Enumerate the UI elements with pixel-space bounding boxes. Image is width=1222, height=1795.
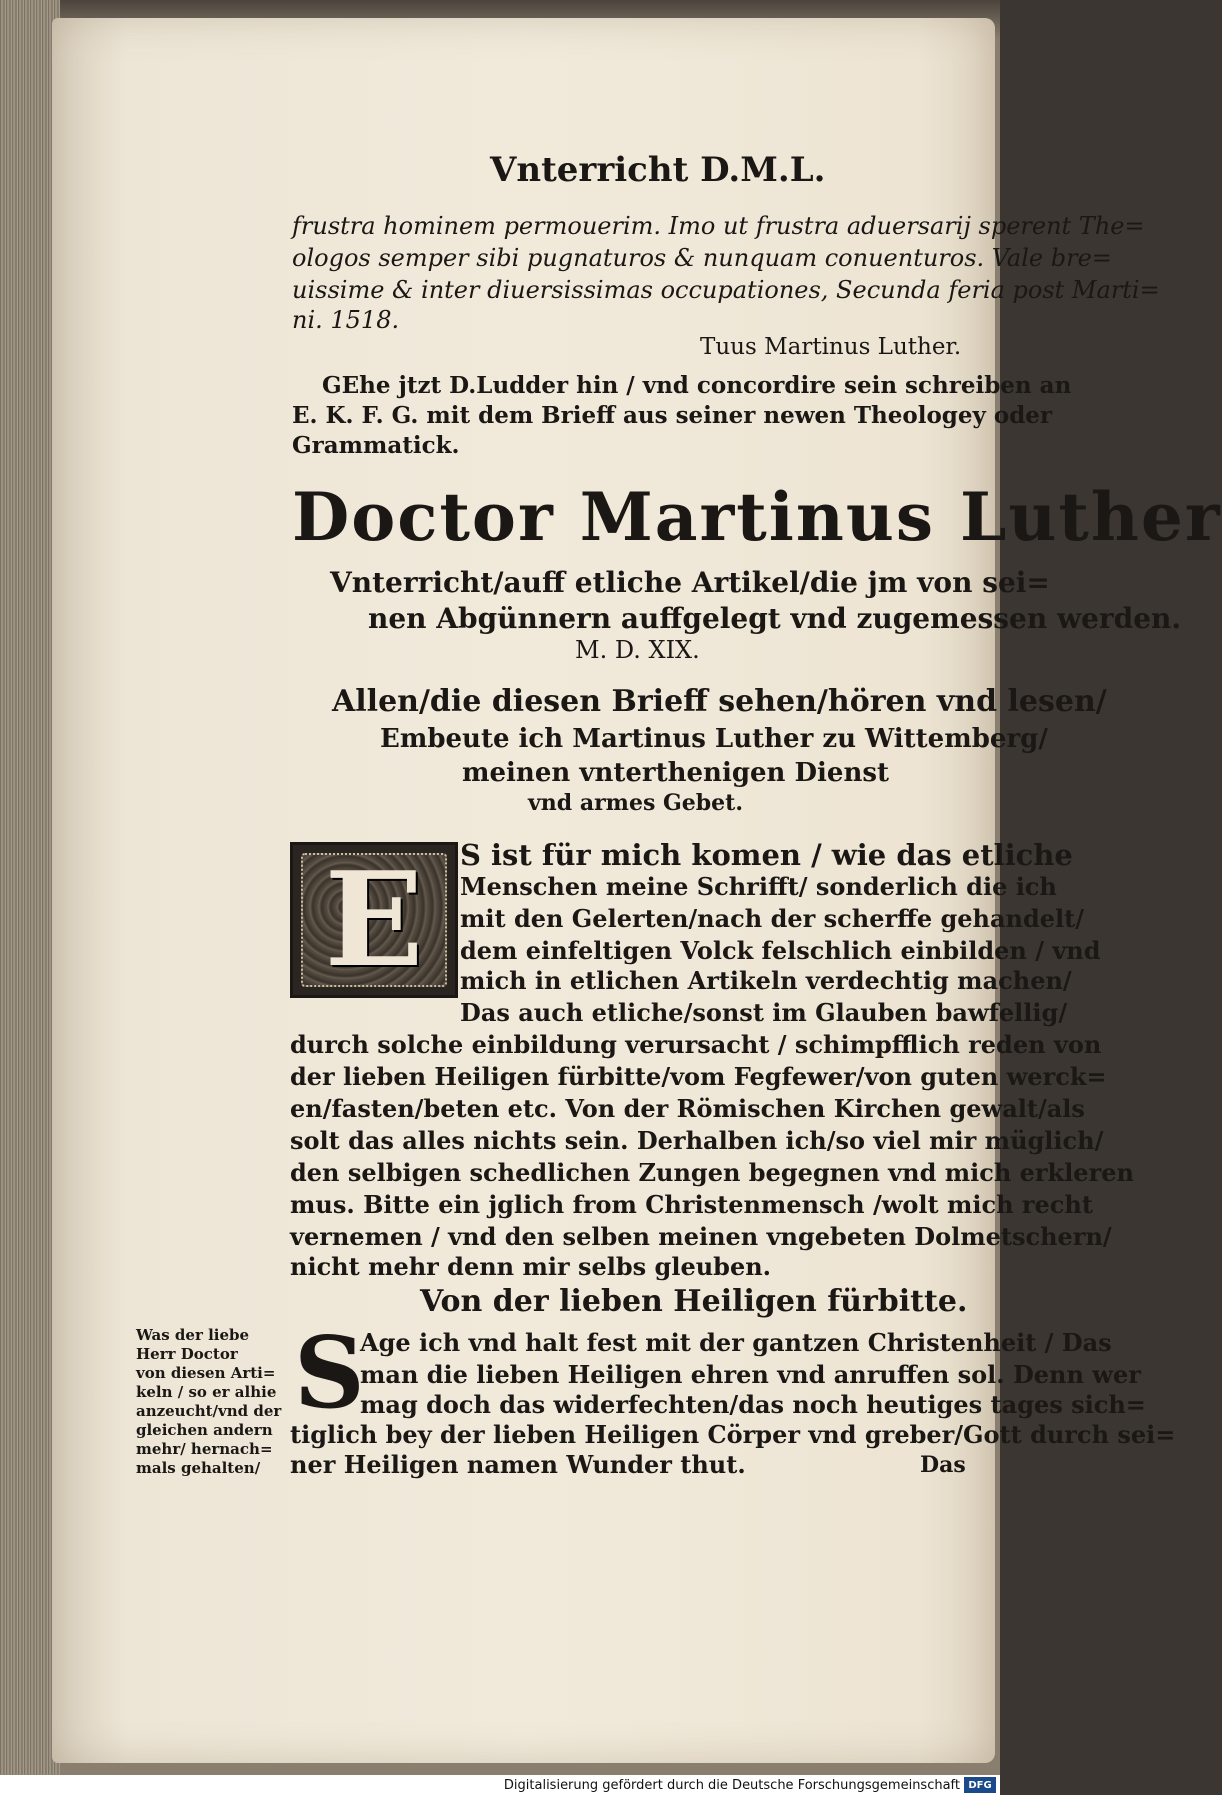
subtitle-line: Vnterricht/auff etliche Artikel/die jm von sei= [330, 566, 1050, 599]
page-title: Doctor Martinus Luther [292, 478, 1222, 556]
letter-line: uissime & inter diuersissimas occupationes, Secunda feria post Marti= [292, 276, 1160, 304]
running-head: Vnterricht D.M.L. [490, 150, 826, 190]
body-line: S ist für mich komen / wie das etliche [460, 838, 1073, 872]
marginal-note-line: von diesen Arti= [136, 1364, 276, 1382]
note-line: Grammatick. [292, 432, 460, 459]
section-line: man die lieben Heiligen ehren vnd anruffen sol. Denn wer [360, 1360, 1141, 1389]
body-line: vernemen / vnd den selben meinen vngebeten Dolmetschern/ [290, 1222, 1112, 1251]
marginal-note-line: Was der liebe [136, 1326, 250, 1344]
marginal-note-line: anzeucht/vnd der [136, 1402, 282, 1420]
section-heading: Von der lieben Heiligen fürbitte. [420, 1284, 968, 1319]
section-line: mag doch das widerfechten/das noch heutiges tages sich= [360, 1390, 1146, 1419]
body-line: en/fasten/beten etc. Von der Römischen Kirchen gewalt/als [290, 1094, 1085, 1123]
signature: Tuus Martinus Luther. [700, 334, 962, 360]
initial-letter: E [324, 843, 424, 996]
footer-credit: Digitalisierung gefördert durch die Deutsche Forschungsgemeinschaft [503, 1778, 960, 1793]
body-line: mus. Bitte ein jglich from Christenmensch /wolt mich recht [290, 1190, 1093, 1219]
marginal-note-line: keln / so er alhie [136, 1383, 277, 1401]
body-line: den selbigen schedlichen Zungen begegnen vnd mich erkleren [290, 1158, 1134, 1187]
book-page-edges [0, 0, 60, 1775]
body-line: der lieben Heiligen fürbitte/vom Fegfewer/von guten werck= [290, 1062, 1107, 1091]
marginal-note-line: mals gehalten/ [136, 1459, 261, 1477]
body-line: durch solche einbildung verursacht / schimpfflich reden von [290, 1030, 1102, 1059]
greeting-line: Embeute ich Martinus Luther zu Wittemberg/ [380, 724, 1048, 754]
greeting-line: vnd armes Gebet. [528, 790, 743, 816]
note-line: GEhe jtzt D.Ludder hin / vnd concordire sein schreiben an [322, 372, 1072, 399]
letter-line: ni. 1518. [292, 306, 400, 334]
section-initial: S [294, 1316, 365, 1431]
greeting-line: meinen vnterthenigen Dienst [462, 758, 890, 788]
body-line: Das auch etliche/sonst im Glauben bawfellig/ [460, 998, 1068, 1027]
section-line: tiglich bey der lieben Heiligen Cörper vnd greber/Gott durch sei= [290, 1420, 1176, 1449]
year: M. D. XIX. [575, 636, 700, 664]
letter-line: frustra hominem permouerim. Imo ut frustra aduersarij sperent The= [292, 212, 1145, 240]
section-line: Age ich vnd halt fest mit der gantzen Christenheit / Das [360, 1328, 1112, 1357]
note-line: E. K. F. G. mit dem Brieff aus seiner newen Theologey oder [292, 402, 1053, 429]
marginal-note-line: Herr Doctor [136, 1345, 238, 1363]
subtitle-line: nen Abgünnern auffgelegt vnd zugemessen werden. [368, 602, 1182, 635]
letter-line: ologos semper sibi pugnaturos & nunquam conuenturos. Vale bre= [292, 244, 1112, 272]
catchword: Das [920, 1452, 966, 1478]
body-line: solt das alles nichts sein. Derhalben ich/so viel mir müglich/ [290, 1126, 1104, 1155]
marginal-note-line: gleichen andern [136, 1421, 273, 1439]
greeting-line: Allen/die diesen Brieff sehen/hören vnd lesen/ [332, 684, 1107, 719]
body-line: nicht mehr denn mir selbs gleuben. [290, 1252, 772, 1281]
ornate-initial-e [290, 842, 458, 998]
marginal-note-line: mehr/ hernach= [136, 1440, 273, 1458]
body-line: dem einfeltigen Volck felschlich einbilden / vnd [460, 936, 1101, 965]
dfg-logo-icon: DFG [964, 1777, 996, 1793]
section-line: ner Heiligen namen Wunder thut. [290, 1450, 746, 1479]
body-line: mit den Gelerten/nach der scherffe gehandelt/ [460, 904, 1084, 933]
body-line: mich in etlichen Artikeln verdechtig machen/ [460, 966, 1072, 995]
body-line: Menschen meine Schrifft/ sonderlich die ich [460, 872, 1057, 901]
